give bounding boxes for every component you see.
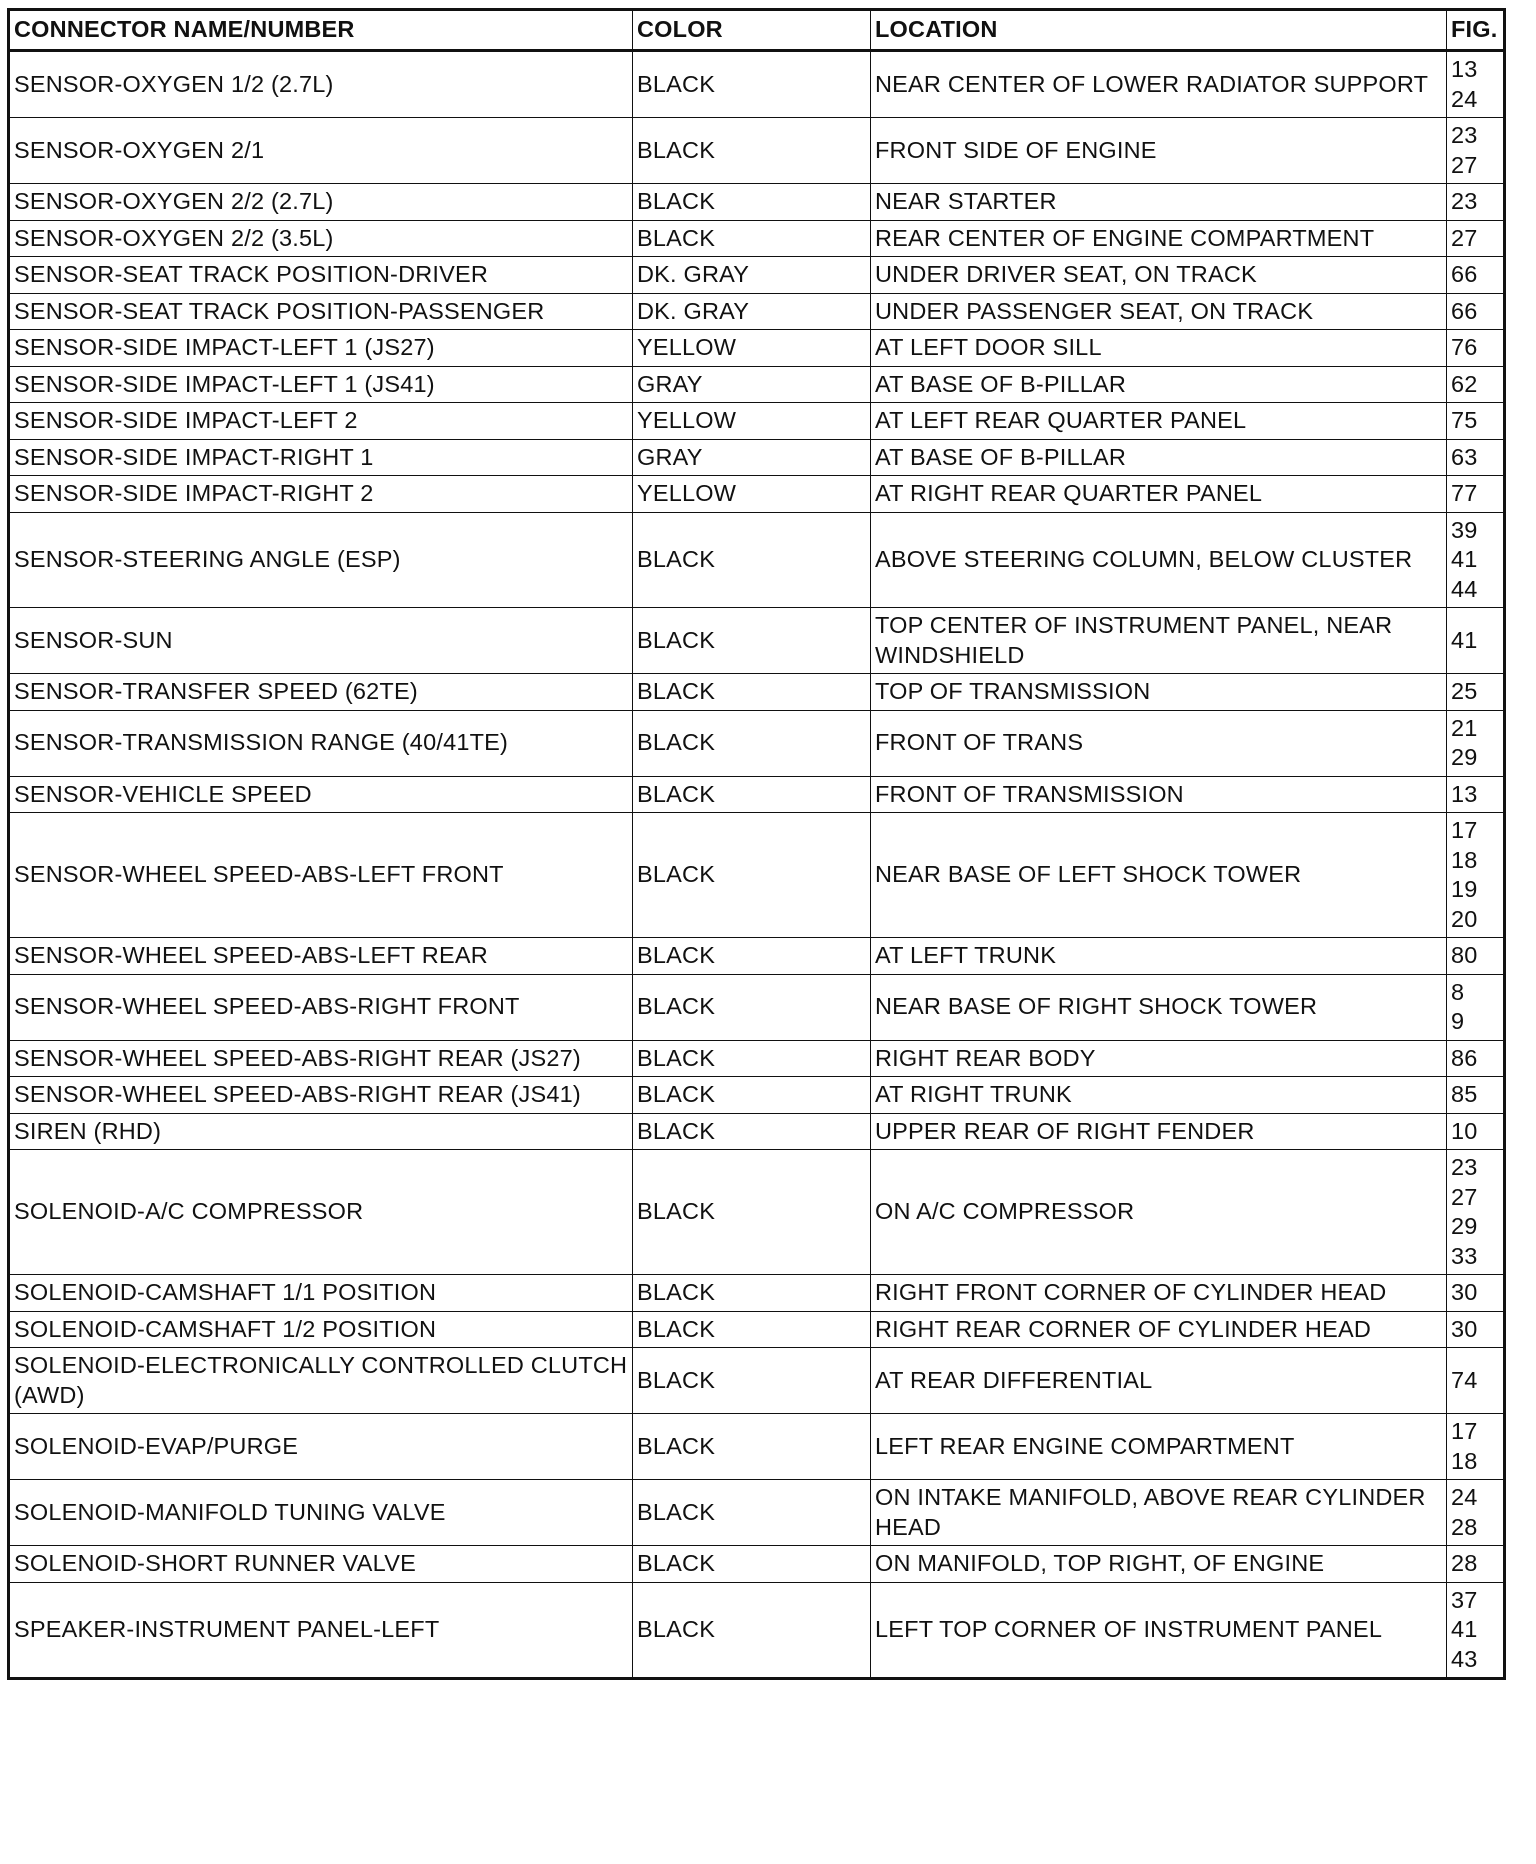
- connector-color-cell: YELLOW: [633, 403, 871, 440]
- fig-number: 28: [1451, 1513, 1478, 1540]
- fig-number: 18: [1451, 1447, 1478, 1474]
- fig-number: 75: [1451, 407, 1478, 433]
- connector-table: [7, 8, 1506, 1680]
- table-row: [9, 1040, 1505, 1077]
- fig-number: 41: [1451, 1616, 1478, 1642]
- connector-name-cell: SENSOR-OXYGEN 2/2 (2.7L): [9, 184, 633, 221]
- connector-name-cell: SENSOR-SIDE IMPACT-LEFT 1 (JS27): [9, 330, 633, 367]
- fig-number: 86: [1451, 1044, 1478, 1071]
- connector-color-cell: BLACK: [633, 813, 871, 938]
- connector-color-cell: BLACK: [633, 1582, 871, 1679]
- connector-location-cell: FRONT OF TRANS: [871, 710, 1447, 776]
- connector-location-cell: RIGHT REAR CORNER OF CYLINDER HEAD: [871, 1311, 1447, 1348]
- connector-name-cell: SENSOR-WHEEL SPEED-ABS-LEFT FRONT: [9, 813, 633, 938]
- fig-number: 41: [1451, 546, 1478, 572]
- fig-number: 29: [1451, 1213, 1478, 1239]
- fig-number: 28: [1451, 1550, 1478, 1576]
- table-row: [9, 938, 1505, 975]
- connector-color-cell: BLACK: [633, 1040, 871, 1077]
- connector-location-cell: FRONT OF TRANSMISSION: [871, 776, 1447, 813]
- connector-name-cell: SENSOR-WHEEL SPEED-ABS-RIGHT FRONT: [9, 974, 633, 1040]
- connector-color-cell: DK. GRAY: [633, 257, 871, 294]
- table-row: [9, 776, 1505, 813]
- connector-fig-cell: [1447, 118, 1505, 184]
- connector-location-cell: UNDER PASSENGER SEAT, ON TRACK: [871, 293, 1447, 330]
- connector-fig-cell: [1447, 1348, 1505, 1414]
- fig-number: 80: [1451, 942, 1478, 968]
- connector-fig-cell: [1447, 1077, 1505, 1114]
- connector-color-cell: BLACK: [633, 1348, 871, 1414]
- table-row: [9, 608, 1505, 674]
- connector-name-cell: SENSOR-TRANSMISSION RANGE (40/41TE): [9, 710, 633, 776]
- fig-number: 8: [1451, 978, 1465, 1005]
- connector-name-cell: SENSOR-WHEEL SPEED-ABS-RIGHT REAR (JS27): [9, 1040, 633, 1077]
- fig-number: 77: [1451, 480, 1478, 506]
- connector-fig-cell: [1447, 1582, 1505, 1679]
- connector-fig-cell: [1447, 1311, 1505, 1348]
- connector-location-cell: TOP OF TRANSMISSION: [871, 674, 1447, 711]
- connector-color-cell: BLACK: [633, 974, 871, 1040]
- connector-location-cell: UNDER DRIVER SEAT, ON TRACK: [871, 257, 1447, 294]
- connector-fig-cell: [1447, 674, 1505, 711]
- table-row: [9, 118, 1505, 184]
- connector-color-cell: BLACK: [633, 1414, 871, 1480]
- connector-location-cell: AT LEFT TRUNK: [871, 938, 1447, 975]
- connector-location-cell: AT REAR DIFFERENTIAL: [871, 1348, 1447, 1414]
- table-row: [9, 257, 1505, 294]
- fig-number: 20: [1451, 905, 1478, 932]
- connector-color-cell: BLACK: [633, 118, 871, 184]
- connector-fig-cell: [1447, 476, 1505, 513]
- fig-number: 10: [1451, 1117, 1478, 1144]
- connector-color-cell: BLACK: [633, 512, 871, 608]
- fig-number: 66: [1451, 297, 1478, 324]
- fig-number: 39: [1451, 516, 1478, 543]
- table-body: [9, 51, 1505, 1679]
- connector-color-cell: BLACK: [633, 1480, 871, 1546]
- connector-name-cell: SENSOR-SIDE IMPACT-RIGHT 1: [9, 439, 633, 476]
- connector-color-cell: BLACK: [633, 608, 871, 674]
- connector-color-cell: BLACK: [633, 938, 871, 975]
- connector-fig-cell: [1447, 1113, 1505, 1150]
- table-row: [9, 366, 1505, 403]
- table-row: [9, 293, 1505, 330]
- fig-number: 37: [1451, 1586, 1478, 1613]
- connector-location-cell: NEAR STARTER: [871, 184, 1447, 221]
- connector-name-cell: SIREN (RHD): [9, 1113, 633, 1150]
- connector-location-cell: AT BASE OF B-PILLAR: [871, 366, 1447, 403]
- fig-number: 24: [1451, 85, 1478, 112]
- connector-fig-cell: [1447, 938, 1505, 975]
- connector-name-cell: SENSOR-VEHICLE SPEED: [9, 776, 633, 813]
- connector-color-cell: BLACK: [633, 674, 871, 711]
- connector-name-cell: SENSOR-SIDE IMPACT-LEFT 2: [9, 403, 633, 440]
- connector-fig-cell: [1447, 1040, 1505, 1077]
- table-row: [9, 220, 1505, 257]
- connector-fig-cell: [1447, 439, 1505, 476]
- connector-fig-cell: [1447, 608, 1505, 674]
- connector-fig-cell: [1447, 710, 1505, 776]
- fig-number: 21: [1451, 714, 1478, 741]
- connector-color-cell: BLACK: [633, 51, 871, 118]
- table-row: [9, 1275, 1505, 1312]
- connector-fig-cell: [1447, 293, 1505, 330]
- connector-location-cell: ON MANIFOLD, TOP RIGHT, OF ENGINE: [871, 1546, 1447, 1583]
- fig-number: 29: [1451, 744, 1478, 770]
- connector-fig-cell: [1447, 776, 1505, 813]
- fig-number: 33: [1451, 1242, 1478, 1269]
- connector-location-cell: LEFT REAR ENGINE COMPARTMENT: [871, 1414, 1447, 1480]
- header-connector-name: CONNECTOR NAME/NUMBER: [9, 10, 633, 51]
- fig-number: 19: [1451, 876, 1478, 902]
- connector-color-cell: BLACK: [633, 1275, 871, 1312]
- connector-fig-cell: [1447, 51, 1505, 118]
- connector-location-cell: NEAR CENTER OF LOWER RADIATOR SUPPORT: [871, 51, 1447, 118]
- connector-location-cell: AT LEFT REAR QUARTER PANEL: [871, 403, 1447, 440]
- connector-fig-cell: [1447, 1275, 1505, 1312]
- connector-fig-cell: [1447, 184, 1505, 221]
- connector-name-cell: SENSOR-SUN: [9, 608, 633, 674]
- table-row: [9, 439, 1505, 476]
- connector-location-cell: UPPER REAR OF RIGHT FENDER: [871, 1113, 1447, 1150]
- table-row: [9, 1077, 1505, 1114]
- fig-number: 74: [1451, 1366, 1478, 1393]
- connector-location-cell: TOP CENTER OF INSTRUMENT PANEL, NEAR WINDSHIELD: [871, 608, 1447, 674]
- fig-number: 13: [1451, 56, 1478, 82]
- header-fig: FIG.: [1447, 10, 1505, 51]
- connector-color-cell: BLACK: [633, 1113, 871, 1150]
- connector-location-cell: AT LEFT DOOR SILL: [871, 330, 1447, 367]
- connector-location-cell: ON INTAKE MANIFOLD, ABOVE REAR CYLINDER HEAD: [871, 1480, 1447, 1546]
- header-row: [9, 10, 1505, 51]
- table-row: [9, 1582, 1505, 1679]
- connector-name-cell: SOLENOID-MANIFOLD TUNING VALVE: [9, 1480, 633, 1546]
- connector-fig-cell: [1447, 512, 1505, 608]
- fig-number: 76: [1451, 334, 1478, 360]
- fig-number: 41: [1451, 626, 1478, 653]
- connector-name-cell: SENSOR-OXYGEN 2/1: [9, 118, 633, 184]
- fig-number: 30: [1451, 1315, 1478, 1342]
- connector-location-cell: ABOVE STEERING COLUMN, BELOW CLUSTER: [871, 512, 1447, 608]
- connector-color-cell: GRAY: [633, 366, 871, 403]
- connector-table-page: [7, 8, 1503, 1680]
- table-row: [9, 476, 1505, 513]
- fig-number: 85: [1451, 1081, 1478, 1107]
- connector-color-cell: YELLOW: [633, 330, 871, 367]
- table-row: [9, 1546, 1505, 1583]
- connector-name-cell: SENSOR-SIDE IMPACT-RIGHT 2: [9, 476, 633, 513]
- connector-name-cell: SOLENOID-SHORT RUNNER VALVE: [9, 1546, 633, 1583]
- connector-color-cell: BLACK: [633, 1077, 871, 1114]
- connector-name-cell: SENSOR-WHEEL SPEED-ABS-RIGHT REAR (JS41): [9, 1077, 633, 1114]
- fig-number: 63: [1451, 443, 1478, 470]
- fig-number: 17: [1451, 1418, 1478, 1444]
- connector-color-cell: BLACK: [633, 776, 871, 813]
- table-row: [9, 51, 1505, 118]
- connector-name-cell: SENSOR-OXYGEN 2/2 (3.5L): [9, 220, 633, 257]
- table-row: [9, 330, 1505, 367]
- connector-name-cell: SOLENOID-A/C COMPRESSOR: [9, 1150, 633, 1275]
- connector-color-cell: DK. GRAY: [633, 293, 871, 330]
- table-row: [9, 1480, 1505, 1546]
- connector-name-cell: SENSOR-SIDE IMPACT-LEFT 1 (JS41): [9, 366, 633, 403]
- fig-number: 23: [1451, 1154, 1478, 1180]
- connector-name-cell: SENSOR-OXYGEN 1/2 (2.7L): [9, 51, 633, 118]
- connector-location-cell: RIGHT REAR BODY: [871, 1040, 1447, 1077]
- connector-name-cell: SENSOR-SEAT TRACK POSITION-DRIVER: [9, 257, 633, 294]
- connector-fig-cell: [1447, 974, 1505, 1040]
- header-color: COLOR: [633, 10, 871, 51]
- connector-fig-cell: [1447, 220, 1505, 257]
- connector-location-cell: FRONT SIDE OF ENGINE: [871, 118, 1447, 184]
- table-row: [9, 1113, 1505, 1150]
- table-row: [9, 1414, 1505, 1480]
- connector-name-cell: SENSOR-SEAT TRACK POSITION-PASSENGER: [9, 293, 633, 330]
- connector-name-cell: SENSOR-WHEEL SPEED-ABS-LEFT REAR: [9, 938, 633, 975]
- connector-fig-cell: [1447, 330, 1505, 367]
- fig-number: 23: [1451, 188, 1478, 214]
- connector-name-cell: SOLENOID-ELECTRONICALLY CONTROLLED CLUTCH (AWD): [9, 1348, 633, 1414]
- connector-fig-cell: [1447, 1150, 1505, 1275]
- table-row: [9, 403, 1505, 440]
- table-row: [9, 1311, 1505, 1348]
- table-row: [9, 184, 1505, 221]
- connector-fig-cell: [1447, 403, 1505, 440]
- fig-number: 17: [1451, 817, 1478, 843]
- table-row: [9, 710, 1505, 776]
- fig-number: 23: [1451, 122, 1478, 148]
- connector-color-cell: BLACK: [633, 184, 871, 221]
- connector-name-cell: SPEAKER-INSTRUMENT PANEL-LEFT: [9, 1582, 633, 1679]
- table-row: [9, 512, 1505, 608]
- connector-location-cell: RIGHT FRONT CORNER OF CYLINDER HEAD: [871, 1275, 1447, 1312]
- connector-color-cell: BLACK: [633, 220, 871, 257]
- connector-fig-cell: [1447, 1546, 1505, 1583]
- fig-number: 24: [1451, 1484, 1478, 1510]
- connector-location-cell: NEAR BASE OF LEFT SHOCK TOWER: [871, 813, 1447, 938]
- table-row: [9, 974, 1505, 1040]
- fig-number: 25: [1451, 678, 1478, 704]
- fig-number: 66: [1451, 261, 1478, 287]
- connector-color-cell: BLACK: [633, 1150, 871, 1275]
- fig-number: 44: [1451, 575, 1478, 602]
- connector-location-cell: AT RIGHT TRUNK: [871, 1077, 1447, 1114]
- connector-fig-cell: [1447, 257, 1505, 294]
- connector-color-cell: BLACK: [633, 1546, 871, 1583]
- connector-location-cell: ON A/C COMPRESSOR: [871, 1150, 1447, 1275]
- table-row: [9, 813, 1505, 938]
- connector-location-cell: AT BASE OF B-PILLAR: [871, 439, 1447, 476]
- connector-location-cell: NEAR BASE OF RIGHT SHOCK TOWER: [871, 974, 1447, 1040]
- fig-number: 13: [1451, 780, 1478, 807]
- connector-name-cell: SOLENOID-CAMSHAFT 1/1 POSITION: [9, 1275, 633, 1312]
- connector-color-cell: BLACK: [633, 1311, 871, 1348]
- fig-number: 27: [1451, 224, 1478, 251]
- table-row: [9, 1150, 1505, 1275]
- fig-number: 27: [1451, 151, 1478, 178]
- connector-name-cell: SENSOR-STEERING ANGLE (ESP): [9, 512, 633, 608]
- connector-fig-cell: [1447, 366, 1505, 403]
- fig-number: 18: [1451, 846, 1478, 873]
- connector-location-cell: LEFT TOP CORNER OF INSTRUMENT PANEL: [871, 1582, 1447, 1679]
- connector-fig-cell: [1447, 1414, 1505, 1480]
- connector-name-cell: SOLENOID-EVAP/PURGE: [9, 1414, 633, 1480]
- fig-number: 62: [1451, 370, 1478, 397]
- connector-location-cell: AT RIGHT REAR QUARTER PANEL: [871, 476, 1447, 513]
- table-row: [9, 674, 1505, 711]
- connector-color-cell: YELLOW: [633, 476, 871, 513]
- connector-name-cell: SOLENOID-CAMSHAFT 1/2 POSITION: [9, 1311, 633, 1348]
- connector-fig-cell: [1447, 813, 1505, 938]
- connector-name-cell: SENSOR-TRANSFER SPEED (62TE): [9, 674, 633, 711]
- fig-number: 43: [1451, 1645, 1478, 1672]
- connector-fig-cell: [1447, 1480, 1505, 1546]
- connector-location-cell: REAR CENTER OF ENGINE COMPARTMENT: [871, 220, 1447, 257]
- table-row: [9, 1348, 1505, 1414]
- fig-number: 9: [1451, 1008, 1465, 1034]
- connector-color-cell: GRAY: [633, 439, 871, 476]
- header-location: LOCATION: [871, 10, 1447, 51]
- fig-number: 27: [1451, 1183, 1478, 1210]
- connector-color-cell: BLACK: [633, 710, 871, 776]
- table-header: [9, 10, 1505, 51]
- fig-number: 30: [1451, 1279, 1478, 1305]
